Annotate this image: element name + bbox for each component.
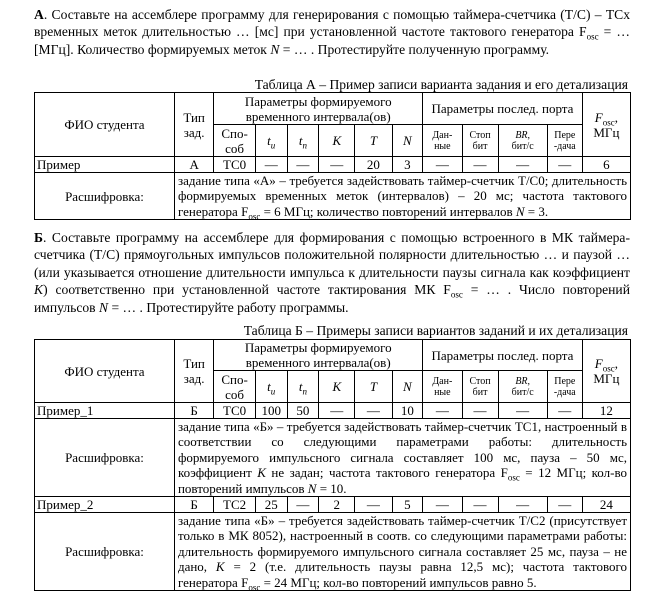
header-stop: Стоп бит	[462, 371, 498, 403]
table-row: Пример_1 Б ТС0 100 50 — — 10 — — — — 12	[35, 403, 631, 419]
header-n: N	[392, 371, 423, 403]
table-row-decode: Расшифровка: задание типа «Б» – требуется задействовать таймер-счетчик Т/С2 (присутствует только в МК 8052), настроенный в соотв. со следующими параметрами работы: длительность формируемого импульсного сигнала составляет 25 мс, пауза – не дано, K = 2 (т.е. длительность паузы равна 12,5 мс); частота тактового генератора $F_{osc} = 24$ МГц; кол-во повторений импульсов равно 5.	[35, 513, 631, 591]
table-b-caption: Таблица Б – Примеры записи вариантов заданий и их детализация	[243, 323, 628, 338]
table-a	[34, 92, 631, 220]
header-transfer: Пере -дача	[547, 125, 582, 157]
header-data: Дан- ные	[423, 125, 462, 157]
header-data: Дан- ные	[423, 371, 462, 403]
table-a-caption: Таблица А – Пример записи варианта задания и его детализация	[254, 77, 628, 92]
header-ti: $t_и$	[255, 125, 287, 157]
header-transfer: Пере -дача	[547, 371, 582, 403]
section-b-text: Б. Составьте программу на ассемблере для формирования с помощью встроенного в МК таймера-счетчика (Т/С) прямоугольных импульсов положительной полярности длительностью … и паузой … (или указывается отношение длительности импульса к длительности паузы сигнала как коэффициент K) соответственно при установленной частоте тактирования МК $F_{osc}$ = … . Число повторений импульсов N = … . Протестируйте работу программы.	[34, 230, 630, 315]
header-fio: ФИО студента	[35, 93, 175, 157]
section-b-letter: Б	[34, 230, 43, 245]
header-br: BR, бит/с	[498, 371, 547, 403]
header-params-port: Параметры послед. порта	[423, 340, 583, 371]
header-ti: $t_и$	[255, 371, 287, 403]
table-row-decode: Расшифровка: задание типа «Б» – требуется задействовать таймер-счетчик ТС1, настроенный в соответствии со следующими параметрами работы: длительность формируемого импульсного сигнала составляет 100 мс, пауза – 50 мс, коэффициент K не задан; частота тактового генератора $F_{osc} = 12$ МГц; кол-во повторений импульсов N = 10.	[35, 419, 631, 497]
table-b	[34, 339, 631, 591]
header-stop: Стоп бит	[462, 125, 498, 157]
header-tp: $t_п$	[287, 371, 319, 403]
header-tp: $t_п$	[287, 125, 319, 157]
header-k: K	[319, 371, 355, 403]
header-fio: ФИО студента	[35, 340, 175, 403]
header-br: BR, бит/с	[498, 125, 547, 157]
header-fosc: $F_{osc}$, МГц	[582, 93, 630, 157]
header-type: Тип зад.	[174, 340, 213, 403]
table-row: Пример А ТС0 — — — 20 3 — — — — 6	[35, 157, 631, 173]
section-a-text: А. Составьте на ассемблере программу для генерирования с помощью таймера-счетчика (Т/С) – ТСх временных меток длительностью … [мс] при установленной частоте тактового генератора $F_{osc}$ = … [МГц]. Количество формируемых меток N = … . Протестируйте полученную программу.	[34, 7, 630, 57]
table-row: Пример_2 Б ТС2 25 — 2 — 5 — — — — 24	[35, 497, 631, 513]
header-params-interval: Параметры формируемого временного интервала(ов)	[214, 340, 423, 371]
header-type: Тип зад.	[174, 93, 213, 157]
header-t: T	[355, 371, 392, 403]
table-row-decode: Расшифровка: задание типа «А» – требуется задействовать таймер-счетчик Т/С0; длительность формируемых временных меток (интервалов) – 20 мс; частота тактового генератора $F_{osc} = 6$ МГц; количество повторений интервалов N = 3.	[35, 173, 631, 220]
header-sposob: Спо- соб	[214, 125, 256, 157]
header-t: T	[355, 125, 392, 157]
header-params-interval: Параметры формируемого временного интервала(ов)	[214, 93, 423, 125]
header-sposob: Спо- соб	[214, 371, 256, 403]
header-fosc: $F_{osc}$, МГц	[582, 340, 630, 403]
header-k: K	[319, 125, 355, 157]
section-a-letter: А	[34, 7, 44, 22]
header-n: N	[392, 125, 423, 157]
header-params-port: Параметры послед. порта	[423, 93, 583, 125]
